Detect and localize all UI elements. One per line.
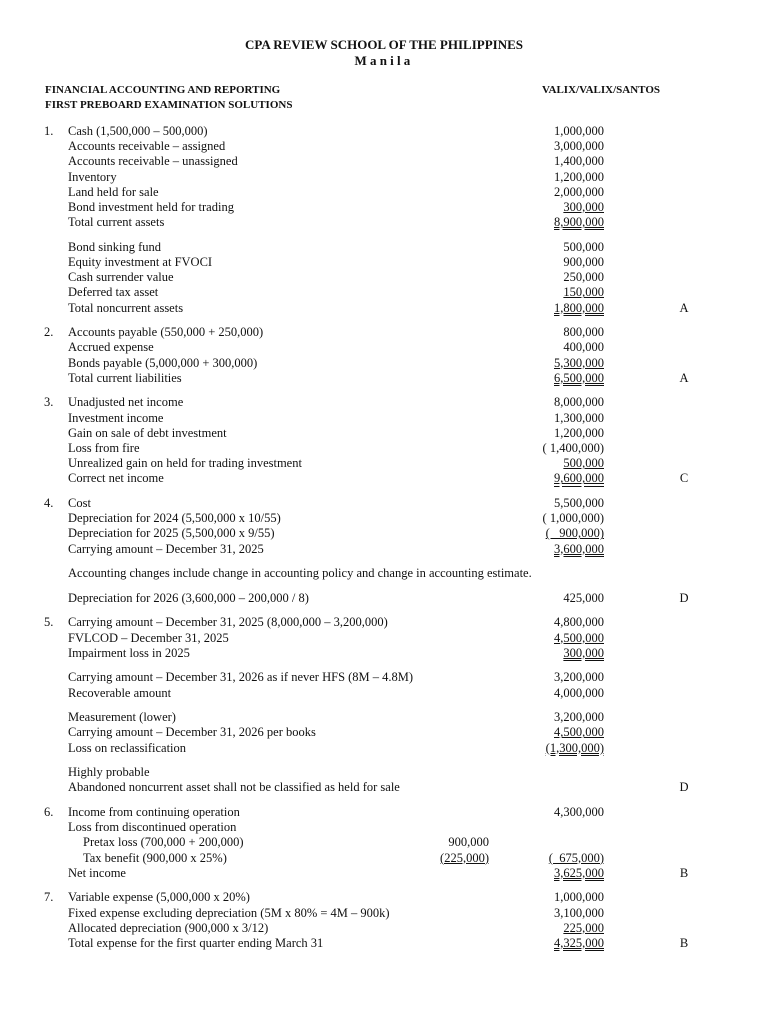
line-label: Bond sinking fund: [68, 239, 162, 254]
line-label: Carrying amount – December 31, 2025 (8,000,000 – 3,200,000): [68, 615, 388, 630]
line-label: Equity investment at FVOCI: [68, 255, 213, 269]
solution-row: [0, 866, 768, 881]
answer-letter: B: [679, 865, 689, 880]
amount: 400,000: [563, 340, 604, 355]
line-label: Total expense for the first quarter ending March 31: [68, 936, 324, 950]
line-label: Fixed expense excluding depreciation (5M x 80% = 4M – 900k): [68, 905, 390, 920]
problem-number: 5.: [44, 615, 54, 630]
solution-row: [0, 725, 768, 740]
line-label: Land held for sale: [68, 184, 159, 199]
solution-row: [0, 526, 768, 541]
solution-row: [0, 270, 768, 285]
solution-row: [0, 780, 768, 795]
amount: 3,600,000: [554, 541, 604, 556]
line-label: Total current assets: [68, 215, 165, 230]
amount: 225,000: [563, 920, 604, 935]
line-label: Cost: [68, 496, 91, 510]
line-label: Income from continuing operation: [68, 805, 240, 819]
amount: 1,400,000: [554, 154, 604, 169]
amount: 900,000: [563, 255, 604, 269]
amount: 4,500,000: [554, 725, 604, 740]
solution-row: [0, 631, 768, 646]
school-title: CPA REVIEW SCHOOL OF THE PHILIPPINES: [245, 37, 523, 52]
line-label: Highly probable: [68, 765, 150, 780]
sub-amount: (225,000): [440, 850, 489, 865]
line-label: Net income: [68, 865, 126, 880]
line-label: Unrealized gain on held for trading investment: [68, 456, 302, 471]
solution-row: [0, 670, 768, 685]
line-label: Depreciation for 2024 (5,500,000 x 10/55): [68, 511, 281, 526]
line-label: Bonds payable (5,000,000 + 300,000): [68, 355, 258, 370]
problem-number: 6.: [44, 805, 54, 819]
line-label: Investment income: [68, 410, 164, 425]
line-label: Accrued expense: [68, 340, 154, 355]
amount: 4,800,000: [554, 615, 604, 630]
solution-row: [0, 741, 768, 756]
line-label: Recoverable amount: [68, 685, 172, 700]
line-label: Variable expense (5,000,000 x 20%): [68, 890, 250, 905]
line-label: Abandoned noncurrent asset shall not be classified as held for sale: [68, 780, 400, 795]
amount: ( 1,000,000): [542, 511, 604, 526]
solution-row: [0, 615, 768, 630]
solution-row: [0, 542, 768, 557]
solution-row: [0, 170, 768, 185]
amount: 4,300,000: [554, 805, 604, 819]
solution-row: [0, 200, 768, 215]
solution-row: [0, 835, 768, 850]
line-label: Measurement (lower): [68, 710, 176, 725]
amount: 500,000: [563, 239, 604, 254]
line-label: Correct net income: [68, 471, 164, 486]
amount: 4,500,000: [554, 630, 604, 645]
amount: 8,900,000: [554, 215, 604, 230]
solution-row: [0, 646, 768, 661]
solution-row: [0, 285, 768, 300]
amount: 300,000: [563, 645, 604, 660]
amount: 1,200,000: [554, 169, 604, 184]
solution-row: [0, 456, 768, 471]
exam-title: FIRST PREBOARD EXAMINATION SOLUTIONS: [45, 99, 293, 111]
line-label: Cash (1,500,000 – 500,000): [68, 124, 208, 138]
amount: 150,000: [563, 285, 604, 300]
amount: 9,600,000: [554, 471, 604, 486]
amount: ( 900,000): [545, 526, 604, 541]
amount: 6,500,000: [554, 370, 604, 385]
line-label: Carrying amount – December 31, 2026 per books: [68, 725, 316, 740]
solution-row: [0, 686, 768, 701]
line-label: Pretax loss (700,000 + 200,000): [83, 835, 244, 850]
problem-number: 3.: [44, 395, 54, 410]
amount: 250,000: [563, 270, 604, 285]
line-label: Loss from fire: [68, 441, 140, 455]
sub-amount: 900,000: [448, 835, 489, 850]
city-subtitle: Manila: [354, 53, 414, 68]
amount: 3,625,000: [554, 865, 604, 880]
solution-row: [0, 710, 768, 725]
amount: 1,300,000: [554, 410, 604, 425]
amount: 3,200,000: [554, 670, 604, 685]
line-label: Accounts payable (550,000 + 250,000): [68, 325, 264, 340]
amount: 3,200,000: [554, 710, 604, 725]
amount: 4,325,000: [554, 936, 604, 950]
answer-letter: D: [679, 780, 689, 795]
line-label: Accounting changes include change in accounting policy and change in accounting estimate.: [68, 566, 532, 581]
line-label: Total current liabilities: [68, 370, 182, 385]
answer-letter: D: [679, 590, 689, 605]
solution-row: [0, 139, 768, 154]
solution-row: [0, 890, 768, 905]
line-label: Inventory: [68, 169, 117, 184]
line-label: Depreciation for 2026 (3,600,000 – 200,000 / 8): [68, 590, 309, 605]
amount: 5,500,000: [554, 496, 604, 510]
solution-row: [0, 411, 768, 426]
line-label: Gain on sale of debt investment: [68, 425, 227, 440]
amount: ( 1,400,000): [542, 441, 604, 455]
answer-letter: A: [679, 370, 689, 385]
solution-row: [0, 124, 768, 139]
problem-number: 2.: [44, 325, 54, 340]
line-label: Cash surrender value: [68, 270, 174, 285]
authors: VALIX/VALIX/SANTOS: [542, 84, 660, 96]
amount: 500,000: [563, 456, 604, 471]
problem-number: 1.: [44, 124, 54, 138]
amount: 425,000: [563, 590, 604, 605]
amount: 1,200,000: [554, 425, 604, 440]
amount: 2,000,000: [554, 184, 604, 199]
solution-row: [0, 255, 768, 270]
amount: 4,000,000: [554, 685, 604, 700]
problem-number: 4.: [44, 496, 54, 510]
amount: 5,300,000: [554, 355, 604, 370]
solution-row: [0, 154, 768, 169]
line-label: Allocated depreciation (900,000 x 3/12): [68, 920, 269, 935]
solution-row: [0, 441, 768, 456]
solution-row: [0, 301, 768, 316]
line-label: Bond investment held for trading: [68, 200, 234, 214]
line-label: FVLCOD – December 31, 2025: [68, 630, 229, 645]
answer-letter: A: [679, 300, 689, 315]
line-label: Tax benefit (900,000 x 25%): [83, 850, 227, 865]
amount: 300,000: [563, 200, 604, 214]
answer-letter: B: [679, 936, 689, 950]
solution-row: [0, 340, 768, 355]
line-label: Deferred tax asset: [68, 285, 159, 300]
solution-row: [0, 591, 768, 606]
amount: 1,800,000: [554, 300, 604, 315]
line-label: Accounts receivable – assigned: [68, 139, 226, 154]
solution-row: [0, 805, 768, 820]
answer-letter: C: [679, 471, 689, 486]
amount: 3,100,000: [554, 905, 604, 920]
solution-row: [0, 566, 768, 581]
problem-number: 7.: [44, 890, 54, 905]
course-title: FINANCIAL ACCOUNTING AND REPORTING: [45, 84, 281, 96]
line-label: Impairment loss in 2025: [68, 645, 190, 660]
line-label: Loss on reclassification: [68, 740, 187, 755]
line-label: Loss from discontinued operation: [68, 820, 237, 835]
amount: 1,000,000: [554, 890, 604, 905]
solution-row: [0, 371, 768, 386]
solution-row: [0, 215, 768, 230]
solution-row: [0, 921, 768, 936]
solution-row: [0, 325, 768, 340]
solution-row: [0, 906, 768, 921]
amount: (1,300,000): [545, 740, 604, 755]
amount: 8,000,000: [554, 395, 604, 410]
line-label: Accounts receivable – unassigned: [68, 154, 238, 169]
amount: 1,000,000: [554, 124, 604, 138]
amount: ( 675,000): [548, 850, 604, 865]
line-label: Unadjusted net income: [68, 395, 184, 410]
solution-row: [0, 471, 768, 486]
solution-row: [0, 395, 768, 410]
solution-row: [0, 765, 768, 780]
amount: 800,000: [563, 325, 604, 340]
line-label: Carrying amount – December 31, 2026 as if never HFS (8M – 4.8M): [68, 670, 414, 685]
solution-row: [0, 511, 768, 526]
amount: 3,000,000: [554, 139, 604, 154]
solution-row: [0, 426, 768, 441]
solution-row: [0, 936, 768, 951]
solution-row: [0, 820, 768, 835]
solution-row: [0, 356, 768, 371]
line-label: Carrying amount – December 31, 2025: [68, 541, 264, 556]
solution-row: [0, 240, 768, 255]
solution-row: [0, 496, 768, 511]
line-label: Total noncurrent assets: [68, 300, 184, 315]
solution-row: [0, 185, 768, 200]
solution-row: [0, 851, 768, 866]
line-label: Depreciation for 2025 (5,500,000 x 9/55): [68, 526, 275, 541]
